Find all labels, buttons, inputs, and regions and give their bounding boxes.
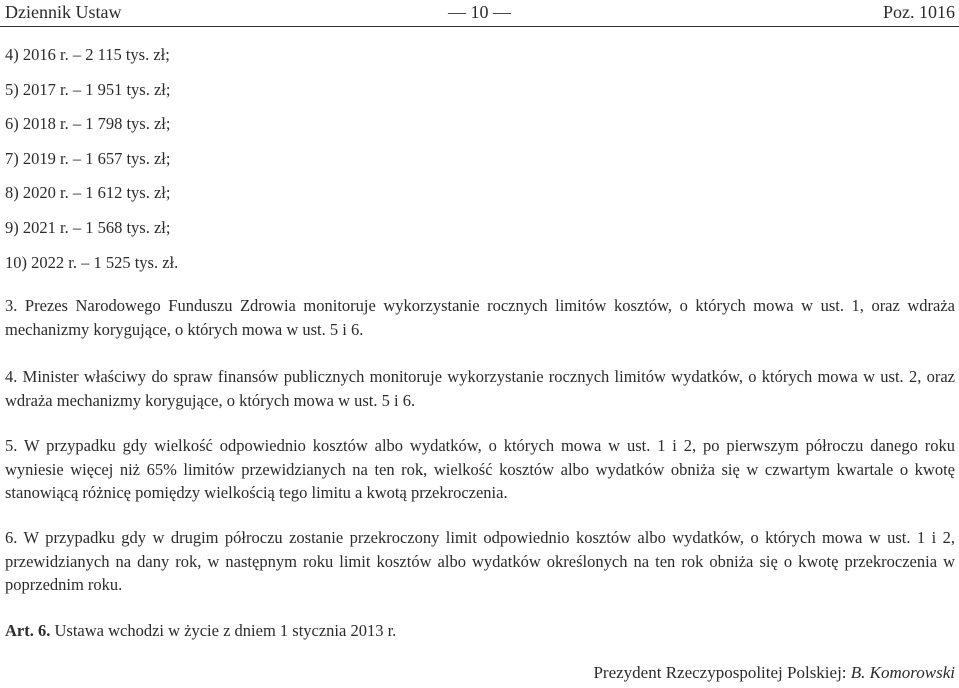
article-label: Art. 6. bbox=[5, 621, 51, 640]
list-item: 9) 2021 r. – 1 568 tys. zł; bbox=[5, 217, 171, 237]
list-item: 7) 2019 r. – 1 657 tys. zł; bbox=[5, 148, 171, 168]
paragraph-6: 6. W przypadku gdy w drugim półroczu zostanie przekroczony limit odpowiednio kosztów albo wydatków, o których mowa w ust. 1 i 2, przewidzianych na dany rok, w następnym roku limit kosztów albo wydatków określonych na ten rok obniża się o kwotę przekroczenia w poprzednim roku. bbox=[5, 528, 955, 594]
paragraph-3: 3. Prezes Narodowego Funduszu Zdrowia monitoruje wykorzystanie rocznych limitów kosztów, o których mowa w ust. 1, oraz wdraża mechanizmy korygujące, o których mowa w ust. 5 i 6. bbox=[5, 296, 955, 339]
list-item: 6) 2018 r. – 1 798 tys. zł; bbox=[5, 114, 171, 134]
page-number: — 10 — bbox=[448, 2, 511, 22]
article-text: Ustawa wchodzi w życie z dniem 1 stycznia 2013 r. bbox=[50, 621, 397, 640]
article-6 bbox=[5, 619, 955, 643]
list-item: 4) 2016 r. – 2 115 tys. zł; bbox=[5, 45, 170, 64]
list-item: 8) 2020 r. – 1 612 tys. zł; bbox=[5, 183, 171, 203]
paragraph-4: 4. Minister właściwy do spraw finansów publicznych monitoruje wykorzystanie rocznych limitów wydatków, o których mowa w ust. 2, oraz wdraża mechanizmy korygujące, o których mowa w ust. 5 i 6. bbox=[5, 367, 955, 410]
paragraph-5: 5. W przypadku gdy wielkość odpowiednio kosztów albo wydatków, o których mowa w ust. 1 i 2, po pierwszym półroczu danego roku wyniesie więcej niż 65% limitów przewidzianych na ten rok, wielkość kosztów albo wydatków obniża się w czwartym kwartale o kwotę stanowiącą różnicę pomiędzy wielkością tego limitu a kwotą przekroczenia. bbox=[5, 436, 955, 502]
journal-title: Dziennik Ustaw bbox=[5, 2, 122, 22]
signature-name: B. Komorowski bbox=[850, 663, 955, 682]
page-header bbox=[0, 0, 959, 24]
list-item: 5) 2017 r. – 1 951 tys. zł; bbox=[5, 79, 171, 99]
limits-list bbox=[5, 44, 178, 286]
list-item: 10) 2022 r. – 1 525 tys. zł. bbox=[5, 252, 179, 272]
header-rule bbox=[0, 26, 959, 27]
signature bbox=[593, 662, 955, 684]
position-number: Poz. 1016 bbox=[883, 2, 955, 22]
signature-title: Prezydent Rzeczypospolitej Polskiej: bbox=[593, 663, 851, 682]
